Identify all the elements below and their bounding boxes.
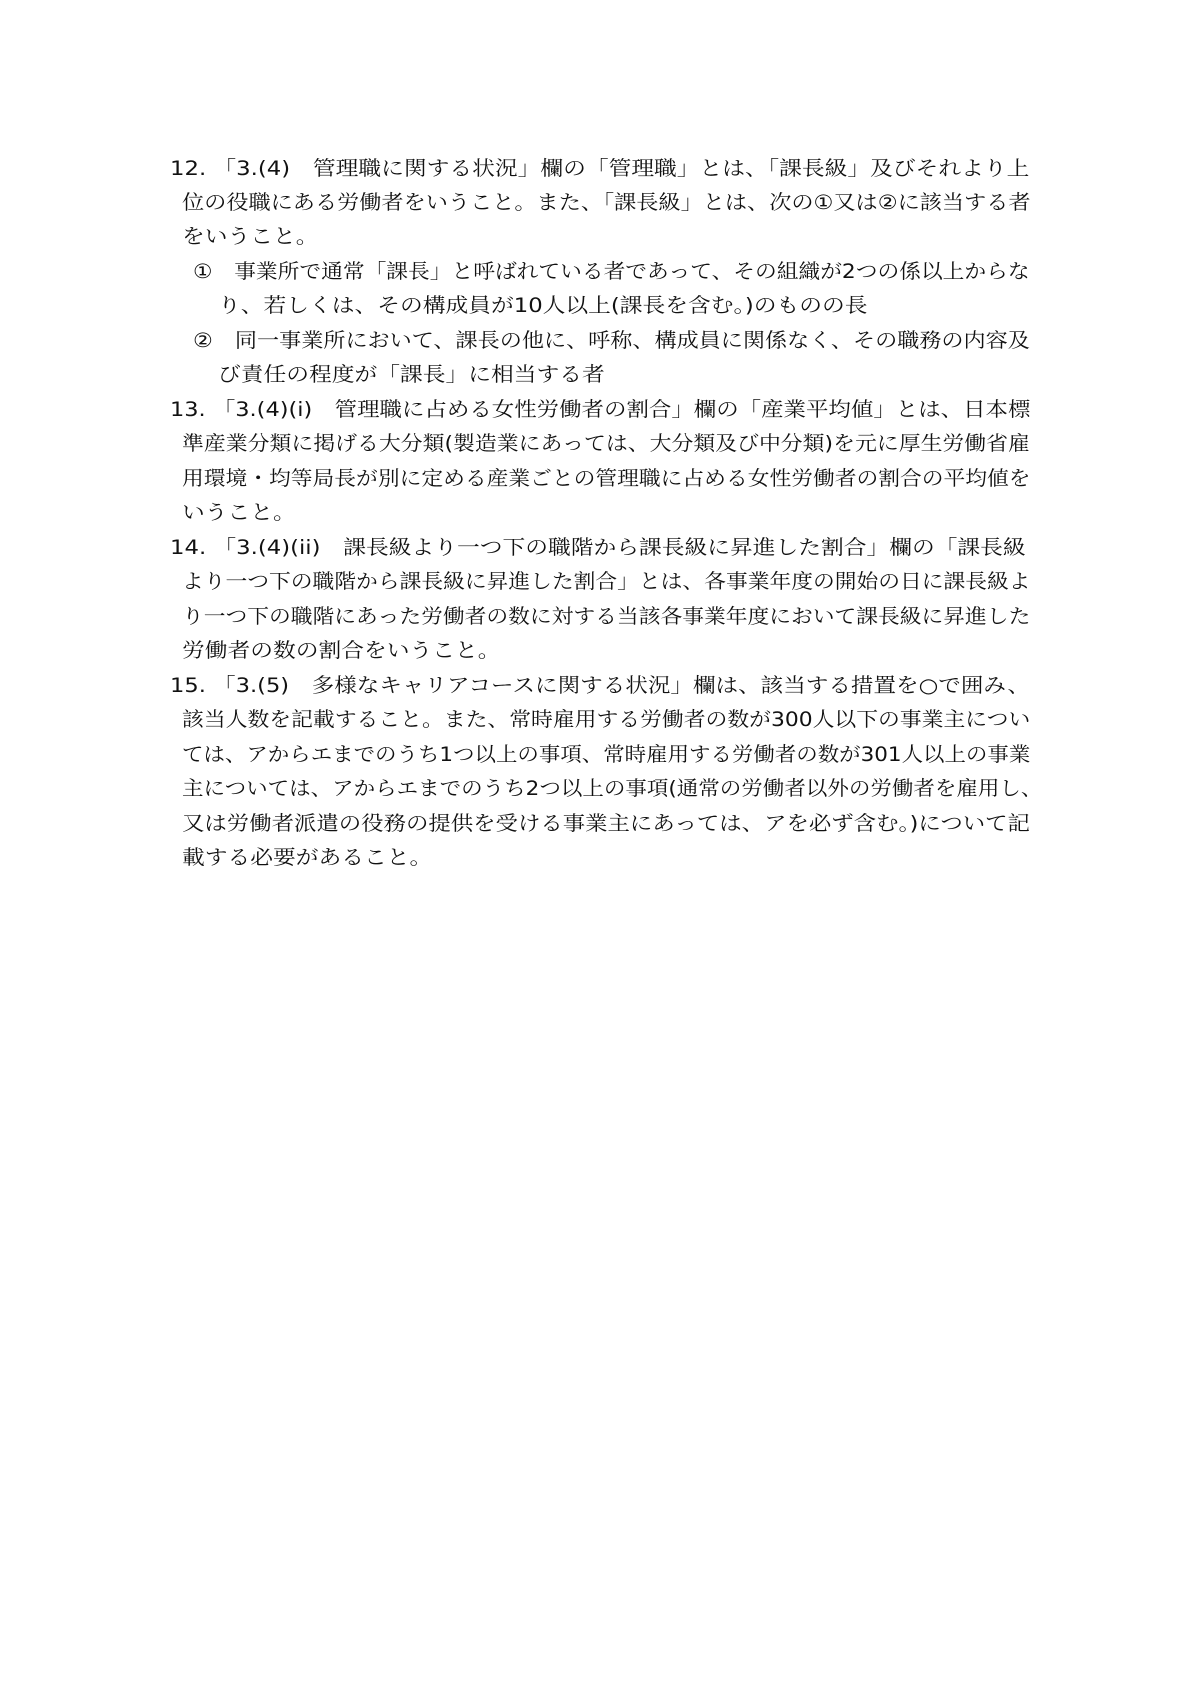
item-15-line-6: 載する必要があること。 <box>182 846 433 869</box>
item-13-line-2: 準産業分類に掲げる大分類(製造業にあっては、大分類及び中分類)を元に厚生労働省雇 <box>182 432 1030 455</box>
item-15-line-5: 又は労働者派遣の役務の提供を受ける事業主にあっては、アを必ず含む。)について記 <box>182 812 1030 835</box>
item-12-line-3: をいうこと。 <box>182 225 319 248</box>
item-12-line-2: 位の役職にある労働者をいうこと。また、「課長級」とは、次の①又は②に該当する者 <box>182 191 1031 214</box>
item-13-line-4: いうこと。 <box>182 501 296 524</box>
subitem-2-line-2: び責任の程度が「課長」に相当する者 <box>218 363 605 386</box>
item-13-line-1: 13. 「3.(4)(i) 管理職に占める女性労働者の割合」欄の「産業平均値」とは、日本標 <box>170 398 1031 421</box>
subitem-1-line-2: り、若しくは、その構成員が10人以上(課長を含む。)のものの長 <box>218 294 868 317</box>
item-15-line-1: 15. 「3.(5) 多様なキャリアコースに関する状況」欄は、該当する措置を○で囲み、 <box>170 674 1030 697</box>
item-12-line-1: 12. 「3.(4) 管理職に関する状況」欄の「管理職」とは、「課長級」及びそれより上 <box>170 157 1030 180</box>
item-14-line-2: より一つ下の職階から課長級に昇進した割合」とは、各事業年度の開始の日に課長級よ <box>182 570 1031 593</box>
item-15-line-4: 主については、アからエまでのうち2つ以上の事項(通常の労働者以外の労働者を雇用し、 <box>182 777 1043 800</box>
subitem-2-line-1: ② 同一事業所において、課長の他に、呼称、構成員に関係なく、その職務の内容及 <box>193 329 1030 352</box>
item-15-line-3: ては、アからエまでのうち1つ以上の事項、常時雇用する労働者の数が301人以上の事業 <box>182 743 1031 766</box>
item-14-line-3: り一つ下の職階にあった労働者の数に対する当該各事業年度において課長級に昇進した <box>182 605 1031 628</box>
item-13-line-3: 用環境・均等局長が別に定める産業ごとの管理職に占める女性労働者の割合の平均値を <box>182 467 1031 490</box>
item-14-line-4: 労働者の数の割合をいうこと。 <box>182 639 501 662</box>
item-14-line-1: 14. 「3.(4)(ii) 課長級より一つ下の職階から課長級に昇進した割合」欄の「課長級 <box>170 536 1026 559</box>
subitem-1-line-1: ① 事業所で通常「課長」と呼ばれている者であって、その組織が2つの係以上からな <box>193 260 1030 283</box>
item-15-line-2: 該当人数を記載すること。また、常時雇用する労働者の数が300人以下の事業主につい <box>182 708 1031 731</box>
